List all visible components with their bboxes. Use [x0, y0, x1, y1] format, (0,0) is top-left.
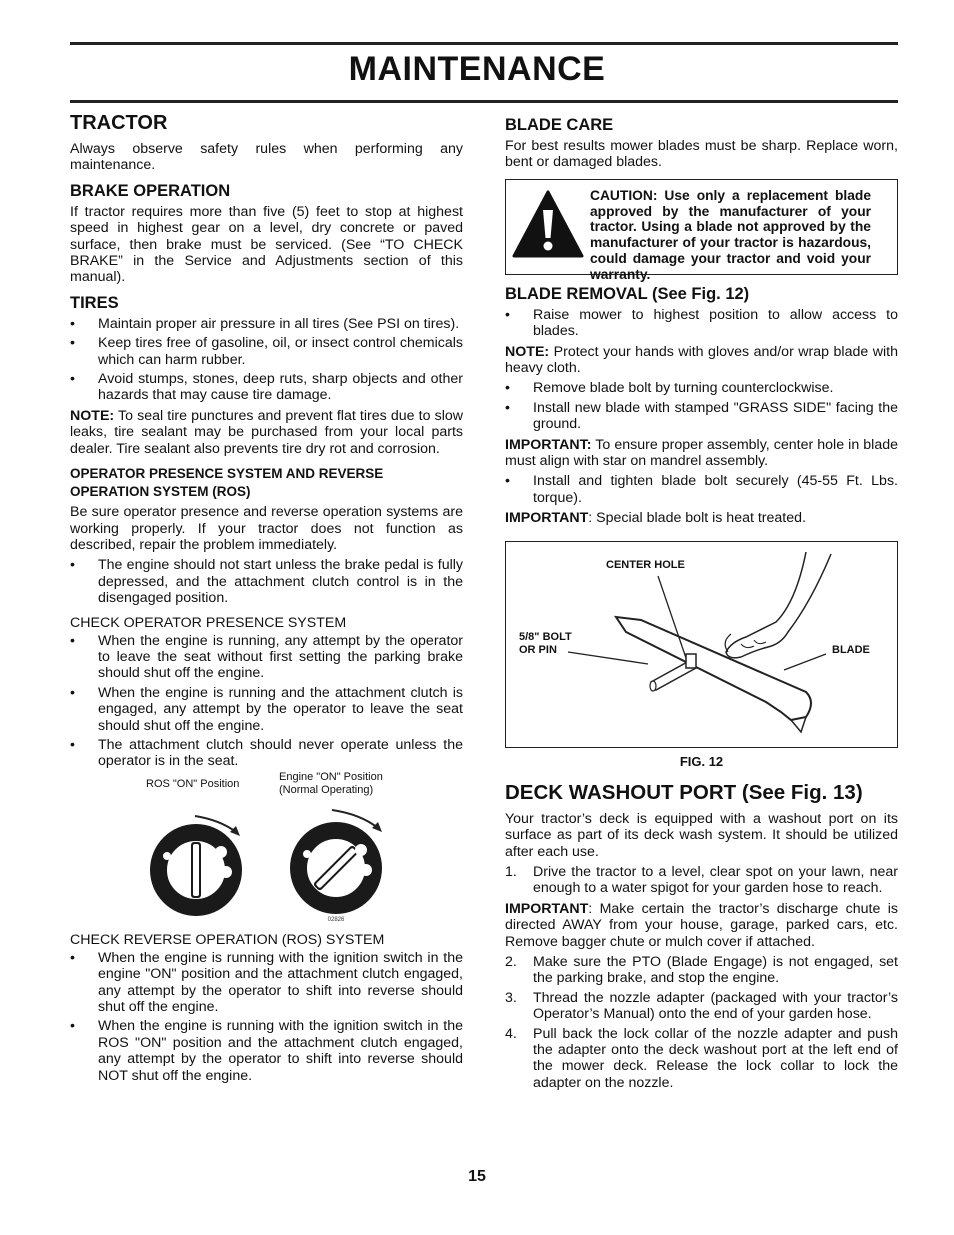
important-text: : Make certain the tractor’s discharge chute is directed AWAY from your house, garage, parked cars, etc. Remove bagger chute or mulch cover if attached.	[505, 900, 898, 950]
tires-list	[70, 316, 463, 404]
important-label: IMPORTANT:	[505, 436, 592, 453]
list-item: 3. Thread the nozzle adapter (packaged with your tractor’s Operator’s Manual) onto the end of your garden hose.	[505, 989, 898, 1023]
check-ros-list	[70, 950, 463, 1084]
ros-text: Be sure operator presence and reverse operation systems are working properly. If your tractor does not function as described, repair the problem immediately.	[70, 504, 463, 553]
normal-operating-caption: (Normal Operating)	[279, 783, 374, 796]
list-item: • Maintain proper air pressure in all tires (See PSI on tires).	[70, 316, 463, 332]
note-label: NOTE:	[505, 343, 550, 360]
figure-12	[505, 541, 898, 748]
left-column	[70, 112, 463, 1088]
list-item: • When the engine is running and the attachment clutch is engaged, any attempt by the operator to leave the seat should shut off the engine.	[70, 685, 463, 734]
figure-caption: FIG. 12	[679, 753, 724, 769]
warning-icon	[512, 190, 584, 260]
list-item: • Install new blade with stamped "GRASS SIDE" facing the ground.	[505, 400, 898, 433]
blade-removal-list-3	[505, 473, 898, 506]
blade-important-2	[505, 510, 898, 526]
ignition-switch-figure	[70, 770, 463, 924]
tractor-intro: Always observe safety rules when performing any maintenance.	[70, 141, 463, 174]
list-item: 4. Pull back the lock collar of the nozzle adapter and push the adapter onto the deck washout port at the left end of the mower deck. Release the lock collar to lock the adapter on the nozzle.	[505, 1025, 898, 1091]
check-ros-heading: CHECK REVERSE OPERATION (ROS) SYSTEM	[70, 931, 385, 948]
brake-text: If tractor requires more than five (5) feet to stop at highest speed in highest gear on a level, dry concrete or paved surface, then brake must be serviced. (See “TO CHECK BRAKE” in the Service and Adjustments section of this manual).	[70, 203, 463, 286]
center-hole-label: CENTER HOLE	[606, 558, 685, 571]
tires-heading: TIRES	[70, 293, 119, 312]
note-text: Protect your hands with gloves and/or wrap blade with heavy cloth.	[505, 343, 898, 377]
page-title: MAINTENANCE	[348, 50, 606, 88]
ros-list	[70, 557, 463, 606]
deck-washout-heading: DECK WASHOUT PORT (See Fig. 13)	[505, 780, 863, 804]
deck-steps-2	[505, 954, 898, 1091]
deck-text: Your tractor’s deck is equipped with a washout port on its surface as part of its deck wash system. It should be utilized after each use.	[505, 810, 898, 860]
list-item: 2. Make sure the PTO (Blade Engage) is not engaged, set the parking brake, and stop the engine.	[505, 953, 898, 987]
important-label: IMPORTANT	[505, 900, 589, 917]
list-item: • Install and tighten blade bolt securely (45-55 Ft. Lbs. torque).	[505, 473, 898, 506]
list-item: • The engine should not start unless the brake pedal is fully depressed, and the attachment clutch control is in the disengaged position.	[70, 557, 463, 606]
blade-label: BLADE	[832, 643, 870, 656]
page-number: 15	[468, 1168, 486, 1185]
check-ops-heading: CHECK OPERATOR PRESENCE SYSTEM	[70, 614, 347, 631]
list-item: • Raise mower to highest position to allow access to blades.	[505, 307, 898, 340]
bolt-label-line2: OR PIN	[519, 643, 557, 656]
deck-important	[505, 901, 898, 950]
blade-care-heading: BLADE CARE	[505, 116, 614, 134]
ros-heading: OPERATOR PRESENCE SYSTEM AND REVERSE OPERATION SYSTEM (ROS)	[70, 466, 384, 500]
top-rule	[70, 42, 898, 45]
list-item: 1. Drive the tractor to a level, clear spot on your lawn, near enough to a water spigot for your garden hose to reach.	[505, 863, 898, 897]
ros-on-caption: ROS "ON" Position	[146, 777, 240, 790]
important-label: IMPORTANT	[505, 510, 589, 527]
list-item: • Remove blade bolt by turning counterclockwise.	[505, 380, 898, 396]
note-label: NOTE:	[70, 407, 115, 424]
blade-removal-list-2	[505, 380, 898, 432]
list-item: • Keep tires free of gasoline, oil, or insect control chemicals which can harm rubber.	[70, 335, 463, 368]
check-ops-list	[70, 633, 463, 770]
caution-text: CAUTION: Use only a replacement blade approved by the manufacturer of your tractor. Using a blade not approved by the manufacturer of your tractor is hazardous, could damage your tractor and void your warranty.	[590, 187, 871, 282]
engine-on-caption: Engine "ON" Position	[279, 770, 383, 783]
bolt-label-line1: 5/8" BOLT	[519, 630, 572, 643]
blade-removal-list-1	[505, 307, 898, 340]
list-item: • When the engine is running with the ignition switch in the engine "ON" position and the attachment clutch engaged, any attempt by the operator to shift into reverse should shut off the engine.	[70, 950, 463, 1016]
right-column	[505, 112, 898, 1095]
tires-note	[70, 408, 463, 457]
deck-steps-1	[505, 864, 898, 897]
blade-note	[505, 344, 898, 377]
tractor-heading: TRACTOR	[70, 112, 168, 134]
blade-care-text: For best results mower blades must be sharp. Replace worn, bent or damaged blades.	[505, 138, 898, 171]
ignition-switch-icon	[70, 774, 463, 924]
switch-code: 02826	[327, 916, 345, 923]
blade-removal-heading: BLADE REMOVAL (See Fig. 12)	[505, 284, 750, 303]
important-text: To ensure proper assembly, center hole in blade must align with star on mandrel assembly.	[505, 436, 898, 470]
note-text: To seal tire punctures and prevent flat tires due to slow leaks, tire sealant may be purchased from your local parts dealer. Tire sealant also prevents tire dry rot and corrosion.	[70, 407, 463, 457]
title-rule	[70, 100, 898, 103]
list-item: • When the engine is running with the ignition switch in the ROS "ON" position and the attachment clutch engaged, any attempt by the operator to shift into reverse should NOT shut off the engine.	[70, 1018, 463, 1084]
list-item: • When the engine is running, any attempt by the operator to leave the seat without first setting the parking brake should shut off the engine.	[70, 633, 463, 682]
list-item: • The attachment clutch should never operate unless the operator is in the seat.	[70, 737, 463, 770]
caution-box	[505, 179, 898, 282]
brake-heading: BRAKE OPERATION	[70, 181, 231, 200]
blade-important	[505, 437, 898, 470]
list-item: • Avoid stumps, stones, deep ruts, sharp objects and other hazards that may cause tire damage.	[70, 371, 463, 404]
important-text: : Special blade bolt is heat treated.	[588, 510, 806, 527]
